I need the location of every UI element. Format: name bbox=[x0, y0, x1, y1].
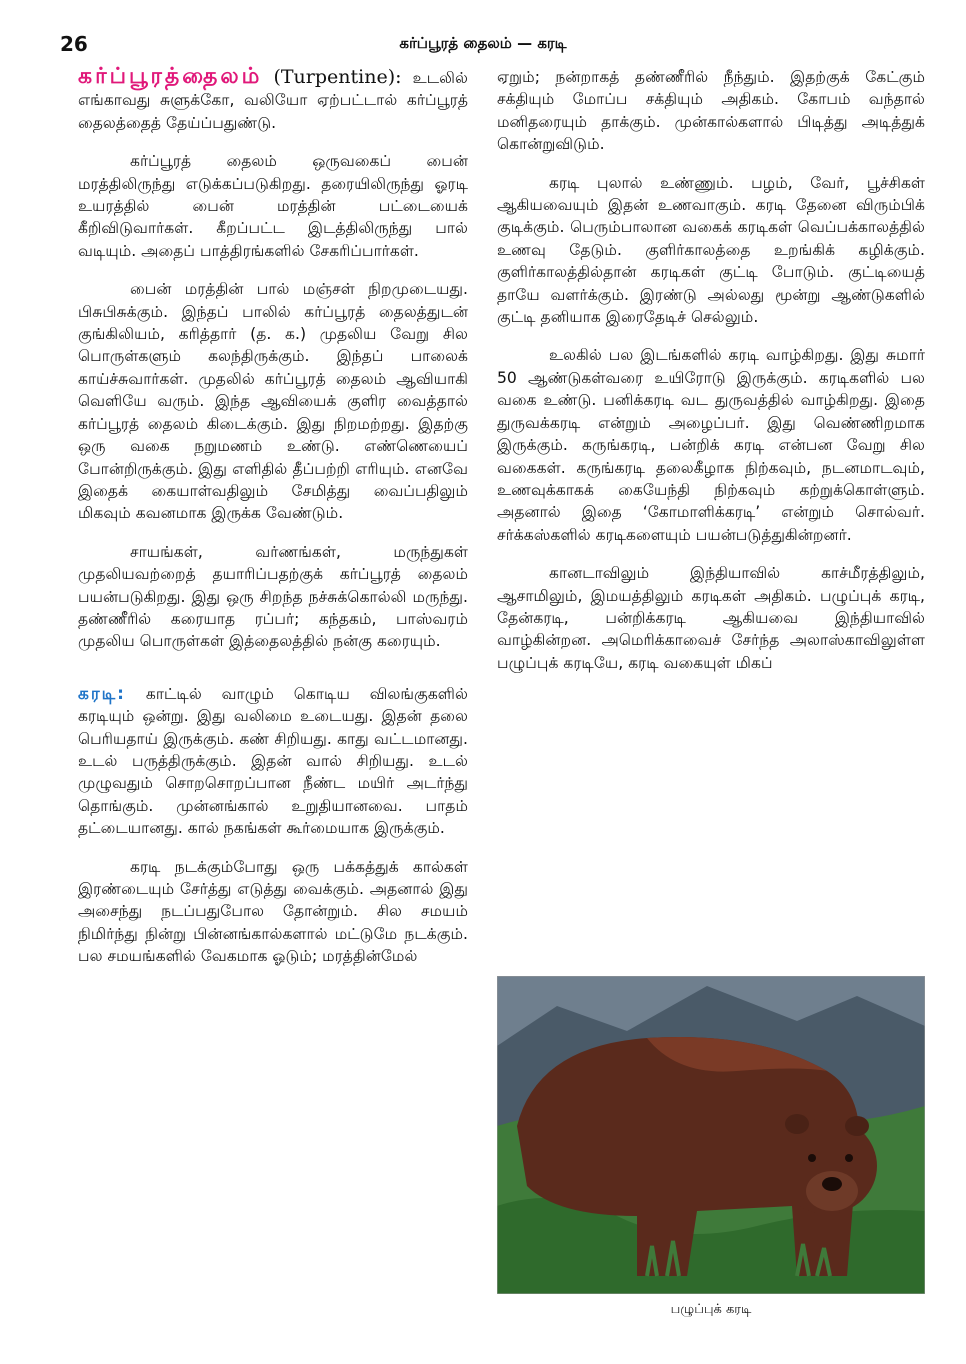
paragraph: உலகில் பல இடங்களில் கரடி வாழ்கிறது. இது சுமார் 50 ஆண்டுகள்வரை உயிரோடு இருக்கும். கரடிகளில் பல வகை உண்டு. பனிக்கரடி வட துருவத்தில் வாழ்கிறது. இதை துருவக்கரடி என்றும் அழைப்பர். இது வெண்ணிறமாக இருக்கும். கருங்கரடி, பன்றிக் கரடி என்பன வேறு சில வகைகள். கருங்கரடி தலைகீழாக நிற்கவும், நடனமாடவும், உணவுக்காகக் கையேந்தி நிற்கவும் கற்றுக்கொள்ளும். அதனால் இதை ‘கோமாளிக்கரடி’ என்றும் சொல்வர். சர்க்கஸ்களில் கரடிகளையும் பயன்படுத்துகின்றனர். bbox=[497, 346, 925, 544]
paragraph-text: உடலில் எங்காவது சுளுக்கோ, வலியோ ஏற்பட்டால் கர்ப்பூரத் தைலத்தைத் தேய்ப்பதுண்டு. bbox=[78, 69, 468, 132]
headword-latin: (Turpentine): bbox=[273, 66, 402, 88]
page-header bbox=[0, 0, 966, 62]
headword-turpentine: கர்ப்பூரத்தைலம் bbox=[78, 64, 263, 89]
paragraph-continued: ஏறும்; நன்றாகத் தண்ணீரில் நீந்தும். இதற்குக் கேட்கும் சக்தியும் மோப்ப சக்தியும் அதிகம். கோபம் வந்தால் மனிதரையும் தாக்கும். முன்கால்களால் பிடித்து அடித்துக் கொன்றுவிடும். bbox=[497, 68, 925, 154]
page-number: 26 bbox=[60, 32, 88, 56]
running-head: கர்ப்பூரத் தைலம் — கரடி bbox=[399, 34, 567, 52]
paragraph: பைன் மரத்தின் பால் மஞ்சள் நிறமுடையது. பிசுபிசுக்கும். இந்தப் பாலில் கர்ப்பூரத் தைலத்துடன் குங்கிலியம், கரித்தார் (த. க.) முதலிய வேறு சில பொருள்களும் கலந்திருக்கும். இந்தப் பாலைக் காய்ச்சுவார்கள். முதலில் கர்ப்பூரத் தைலம் ஆவியாகி வெளியே வரும். இந்த ஆவியைக் குளிர வைத்தால் கர்ப்பூரத் தைலம் கிடைக்கும். இது நிறமற்றது. இதற்கு ஒரு வகை நறுமணம் உண்டு. எண்ணெயைப் போன்றிருக்கும். இது எளிதில் தீப்பற்றி எரியும். எனவே இதைக் கையாள்வதிலும் சேமித்து வைப்பதிலும் மிகவும் கவனமாக இருக்க வேண்டும். bbox=[78, 280, 468, 523]
right-column bbox=[497, 66, 925, 690]
paragraph-text: காட்டில் வாழும் கொடிய விலங்குகளில் கரடியும் ஒன்று. இது வலிமை உடையது. இதன் தலை பெரியதாய் இருக்கும். கண் சிறியது. காது வட்டமானது. உடல் பருத்திருக்கும். இதன் வால் சிறியது. உடல் முழுவதும் சொறசொறப்பான நீண்ட மயிர் அடர்ந்து தொங்கும். முன்னங்கால் உறுதியானவை. பாதம் தட்டையானது. கால் நகங்கள் கூர்மையாக இருக்கும். bbox=[78, 684, 468, 838]
paragraph: சாயங்கள், வர்ணங்கள், மருந்துகள் முதலியவற்றைத் தயாரிப்பதற்குக் கர்ப்பூரத் தைலம் பயன்படுகிறது. இது ஒரு சிறந்த நச்சுக்கொல்லி மருந்து. தண்ணீரில் கரையாத ரப்பர்; கந்தகம், பாஸ்வரம் முதலிய பொருள்கள் இத்தைலத்தில் நன்கு கரையும். bbox=[78, 542, 468, 651]
paragraph: கரடி நடக்கும்போது ஒரு பக்கத்துக் கால்கள் இரண்டையும் சேர்த்து எடுத்து வைக்கும். அதனால் இது அசைந்து நடப்பதுபோல தோன்றும். சில சமயம் நிமிர்ந்து நின்று பின்னங்கால்களால் மட்டுமே நடக்கும். பல சமயங்களில் வேகமாக ஓடும்; மரத்தின்மேல் bbox=[78, 857, 468, 966]
paragraph: கரடி புலால் உண்ணும். பழம், வேர், பூச்சிகள் ஆகியவையும் இதன் உணவாகும். கரடி தேனை விரும்பிக் குடிக்கும். பெரும்பாலான வகைக் கரடிகள் வெப்பக்காலத்தில் உணவு தேடும். குளிர்காலத்தை உறங்கிக் கழிக்கும். குளிர்காலத்தில்தான் கரடிகள் குட்டி போடும். குட்டியைத் தாயே வளர்க்கும். இரண்டு அல்லது மூன்று ஆண்டுகளில் குட்டி தனியாக இரைதேடிச் செல்லும். bbox=[497, 173, 925, 327]
bear-picture bbox=[497, 976, 925, 1294]
headword-bear: கரடி: bbox=[78, 683, 126, 704]
brown-bear-illustration bbox=[497, 976, 925, 1294]
left-column bbox=[78, 66, 468, 984]
paragraph: கானடாவிலும் இந்தியாவில் காச்மீரத்திலும், ஆசாமிலும், இமயத்திலும் கரடிகள் அதிகம். பழுப்புக் கரடி, தேன்கரடி, பன்றிக்கரடி ஆகியவை இந்தியாவில் வாழ்கின்றன. அமெரிக்காவைச் சேர்ந்த அலாஸ்காவிலுள்ள பழுப்புக் கரடியே, கரடி வகையுள் மிகப் bbox=[497, 564, 925, 672]
entry-bear-intro bbox=[78, 683, 468, 840]
figure-caption: பழுப்புக் கரடி bbox=[670, 1302, 752, 1317]
entry-turpentine-intro bbox=[78, 66, 468, 134]
paragraph: கர்ப்பூரத் தைலம் ஒருவகைப் பைன் மரத்திலிருந்து எடுக்கப்படுகிறது. தரையிலிருந்து ஓரடி உயரத்தில் பைன் மரத்தின் பட்டையைக் கீறிவிடுவார்கள். கீறப்பட்ட இடத்திலிருந்து பால் வடியும். அதைப் பாத்திரங்களில் சேகரிப்பார்கள். bbox=[78, 152, 468, 260]
